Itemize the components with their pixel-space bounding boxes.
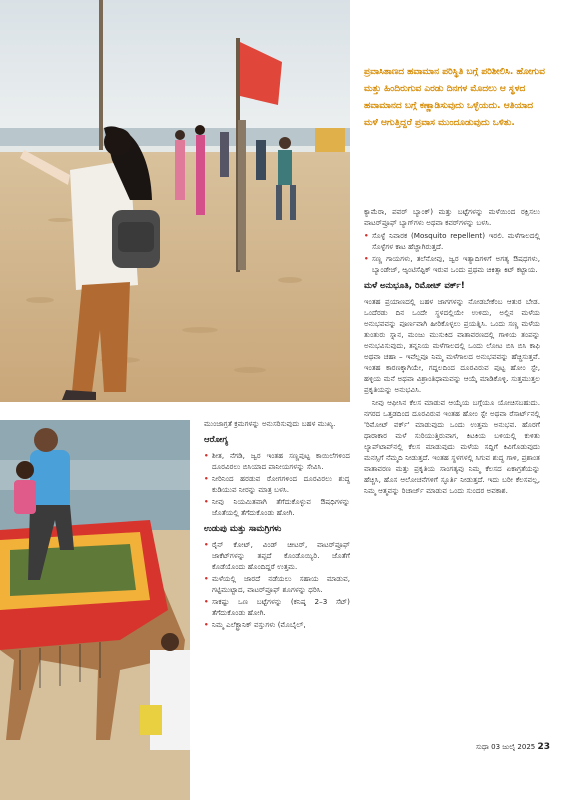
health-bullet-list bbox=[204, 450, 350, 518]
pull-quote-text: ಪ್ರವಾಸಿತಾಣದ ಹವಾಮಾನ ಪರಿಸ್ಥಿತಿ ಬಗ್ಗೆ ಪರಿಶೀಲಿಸಿ. ಹೋಗುವ ಮತ್ತು ಹಿಂದಿರುಗುವ ಎರಡು ದಿನಗಳ ಮೊದಲು ಆ ಸ್ಥಳದ ಹವಾಮಾನದ ಬಗ್ಗೆ ಕಣ್ಣಾಡಿಸುವುದು ಒಳ್ಳೆಯದು. ಆತಿಯಾದ ಮಳೆ ಆಗುತ್ತಿದ್ದರೆ ಪ್ರವಾಸ ಮುಂದೂಡುವುದು ಒಳಿತು. bbox=[364, 67, 545, 128]
list-item bbox=[204, 619, 350, 630]
list-item bbox=[204, 450, 350, 472]
list-item-text: ರೈನ್ ಕೋಟ್, ವಿಂಡ್ ಚೀಟರ್, ವಾಟರ್‌ಪ್ರೂಫ್ ಜಾಕೆಟ್‌ಗಳನ್ನು ತಪ್ಪದೆ ಕೊಂಡೊಯ್ಯಿರಿ. ಜೊತೆಗೆ ಕೊಡೆಯೊಂದು ಹೊಂದಿದ್ದರೆ ಉತ್ತಮ. bbox=[212, 540, 350, 571]
list-item-text: ಸೊಳ್ಳೆ ನಿವಾರಕ (Mosquito repellent) ಇರಲಿ. ಮಳೆಗಾಲದಲ್ಲಿ ಸೊಳ್ಳೆಗಳ ಕಾಟ ಹೆಚ್ಚಾಗಿರುತ್ತದೆ. bbox=[372, 231, 540, 251]
clothing-bullet-list bbox=[204, 539, 350, 630]
bullet-icon: • bbox=[204, 474, 209, 483]
right-intro-paragraph: ಕ್ಯಾಮೆರಾ, ಪವರ್ ಬ್ಯಾಂಕ್) ಮತ್ತು ಬಟ್ಟೆಗಳನ್ನು ಮಳೆಯಿಂದ ರಕ್ಷಿಸಲು ವಾಟರ್‌ಪ್ರೂಫ್ ಬ್ಯಾಗ್‌ಗಳು ಅಥವಾ ಕವರ್‌ಗಳನ್ನು ಬಳಸಿ. bbox=[364, 207, 540, 227]
bullet-icon: • bbox=[204, 540, 209, 549]
list-item-text: ನೀವು ನಿಯಮಿತವಾಗಿ ತೆಗೆದುಕೊಳ್ಳುವ ಔಷಧಿಗಳನ್ನು ಜೊತೆಯಲ್ಲಿ ತೆಗೆದುಕೊಂಡು ಹೋಗಿ. bbox=[212, 497, 350, 517]
right-paragraph-1: ಇಂತಹ ಪ್ರಯಾಣದಲ್ಲಿ ಬಹಳ ಜಾಗಗಳನ್ನು ನೋಡಬೇಕೆಂಬ ಆತುರ ಬೇಡ. ಒಂದೆರಡು ದಿನ ಒಂದೇ ಸ್ಥಳದಲ್ಲಿಯೇ ಉಳಿದು, ಅಲ್ಲಿನ ಮಳೆಯ ಅನುಭವವನ್ನು ಪೂರ್ಣವಾಗಿ ಹೀರಿಕೊಳ್ಳಲು ಪ್ರಯತ್ನಿಸಿ. ಒಂದು ಸಣ್ಣ ಮಳೆಯ ತುಂತುರು ಸ್ನಾನ, ಮಂಜು ಮುಸುಕಿದ ವಾತಾವರಣದಲ್ಲಿ ಗಾಳಿಯ ತಂಪನ್ನು ಅನುಭವಿಸುವುದು, ತನ್ನನಿಯ ಮಳೆಗಾಲದಲ್ಲಿ ಒಂದು ಲೋಟ ಬಿಸಿ ಬಿಸಿ ಕಾಫಿ ಅಥವಾ ಚಹಾ – ಇವೆಲ್ಲವೂ ನಿಮ್ಮ ಮಳೆಗಾಲದ ಅನುಭವವನ್ನು ಹೆಚ್ಚಿಸುತ್ತವೆ. ಇಂತಹ ಕಾರಣಕ್ಕಾಗಿಯೇ, ಗದ್ದಲದಿಂದ ದೂರವಿರುವ ಪುಟ್ಟ ಹೋಂ ಸ್ಟೇ, ಹಳ್ಳಿಯ ಮನೆ ಅಥವಾ ವಿಶ್ರಾಂತಿಧಾಮವನ್ನು ಆಯ್ಕೆ ಮಾಡಿಕೊಳ್ಳಿ. ಸುತ್ತಮುತ್ತಲ ಪ್ರಕೃತಿಯನ್ನು ಅನುಭವಿಸಿ. bbox=[364, 297, 540, 394]
list-item-text: ಸಣ್ಣ ಗಾಯಗಳು, ತಲೆನೋವು, ಜ್ವರ ಇತ್ಯಾದಿಗಳಿಗೆ ಅಗತ್ಯ ಔಷಧಗಳು, ಬ್ಯಾಂಡೇಜ್, ಆ್ಯಂಟಿಸೆಪ್ಟಿಕ್ ಇರುವ ಒಂದು ಪ್ರಥಮ ಚಿಕಿತ್ಸಾ ಕಿಟ್ ಕಟ್ಟಾಯ. bbox=[372, 254, 540, 274]
section-heading-health: ಆರೋಗ್ಯ bbox=[204, 435, 229, 445]
bullet-icon: • bbox=[364, 254, 369, 263]
section-heading-clothing-supplies: ಉಡುಪು ಮತ್ತು ಸಾಮಗ್ರಿಗಳು bbox=[204, 524, 282, 534]
list-item-text: ಸಾಕಷ್ಟು ಒಣ ಬಟ್ಟೆಗಳನ್ನು (ಕನಿಷ್ಠ 2–3 ಸೆಟ್) ತೆಗೆದುಕೊಂಡು ಹೋಗಿ. bbox=[212, 597, 350, 617]
left-intro-paragraph: ಮುಂಜಾಗ್ರತೆ ಕ್ರಮಗಳನ್ನು ಅನುಸರಿಸುವುದು ಬಹಳ ಮುಖ್ಯ. bbox=[204, 419, 336, 428]
right-text-column bbox=[364, 206, 540, 498]
list-item bbox=[204, 473, 350, 495]
bullet-icon: • bbox=[364, 231, 369, 240]
list-item bbox=[364, 230, 540, 252]
beach-photo-top bbox=[0, 0, 350, 402]
list-item bbox=[204, 596, 350, 618]
camel-photo-illustration bbox=[0, 420, 190, 800]
list-item-text: ನಿಮ್ಮ ಎಲೆಕ್ಟ್ರಾನಿಕ್ ವಸ್ತುಗಳು (ಮೊಬೈಲ್, bbox=[212, 620, 306, 629]
bullet-icon: • bbox=[204, 497, 209, 506]
list-item-text: ಮಳೆಯಲ್ಲಿ ಜಾರದೆ ನಡೆಯಲು ಸಹಾಯ ಮಾಡುವ, ಗಟ್ಟಿಮುಟ್ಟಾದ, ವಾಟರ್‌ಪ್ರೂಫ್ ಶೂಗಳನ್ನು ಧರಿಸಿ. bbox=[212, 574, 350, 594]
bullet-icon: • bbox=[204, 597, 209, 606]
bullet-icon: • bbox=[204, 451, 209, 460]
bullet-icon: • bbox=[204, 620, 209, 629]
list-item bbox=[204, 496, 350, 518]
right-paragraph-2: ನೀವು ಆಫೀಸಿನ ಕೆಲಸ ಮಾಡುವ ಆಯ್ಕೆಯ ಬಗ್ಗೆಯೂ ಯೋಚಿಸಬಹುದು. ನಗರದ ಒತ್ತಡದಿಂದ ದೂರವಿರುವ ಇಂತಹ ಹೋಂ ಸ್ಟೇ ಅಥವಾ ರೆಸಾರ್ಟ್‌ನಲ್ಲಿ 'ರಿಮೋಟ್ ವರ್ಕ್' ಮಾಡುವುದು ಒಂದು ಉತ್ತಮ ಅನುಭವ. ಹೊರಗೆ ಧಾರಾಕಾರ ಮಳೆ ಸುರಿಯುತ್ತಿರುವಾಗ, ಕಿಟಕಿಯ ಬಳಿಯಲ್ಲಿ ಕುಳಿತು ಲ್ಯಾಪ್‌ಟಾಪ್‌ನಲ್ಲಿ ಕೆಲಸ ಮಾಡುವುದು ಮಳೆಯ ಸದ್ದಿಗೆ ಕಿವಿಗೊಡುವುದು ಮನಸ್ಸಿಗೆ ನೆಮ್ಮದಿ ನೀಡುತ್ತದೆ. ಇಂತಹ ಸ್ಥಳಗಳಲ್ಲಿ ಸಿಗುವ ಶುದ್ಧ ಗಾಳಿ, ಪ್ರಶಾಂತ ವಾತಾವರಣ ಮತ್ತು ಪ್ರಕೃತಿಯ ಸಾಂಗತ್ಯವು ನಿಮ್ಮ ಕೆಲಸದ ಏಕಾಗ್ರತೆಯನ್ನು ಹೆಚ್ಚಿಸಿ, ಹೊಸ ಆಲೋಚನೆಗಳಿಗೆ ಸ್ಫೂರ್ತಿ ನೀಡುತ್ತದೆ. ಇದು ಬರೀ ಕೆಲಸವಲ್ಲ, ನಿಮ್ಮ ಆತ್ಮವನ್ನು ರಿಚಾರ್ಜ್ ಮಾಡುವ ಒಂದು ಸುಂದರ ಅವಕಾಶ. bbox=[364, 398, 540, 495]
list-item bbox=[204, 539, 350, 572]
list-item bbox=[204, 573, 350, 595]
list-item bbox=[364, 253, 540, 275]
right-bullet-list bbox=[364, 230, 540, 275]
left-text-column bbox=[204, 418, 350, 634]
list-item-text: ಶೀತ, ನೆಗಡಿ, ಜ್ವರ ಇಂತಹ ಸಣ್ಣಪುಟ್ಟ ಕಾಯಿಲೆಗಳಿಂದ ದೂರವಿರಲು ಬಿಸಿಯಾದ ಪಾನೀಯಗಳನ್ನು ಸೇವಿಸಿ. bbox=[212, 451, 350, 471]
magazine-date: ಸುಧಾ 03 ಜುಲೈ 2025 bbox=[475, 743, 536, 751]
section-heading-rain-remote-work: ಮಳೆ ಅನುಭೂತಿ, ರಿಮೋಟ್ ವರ್ಕ್! bbox=[364, 281, 465, 291]
page-footer bbox=[420, 742, 550, 752]
page-number: 23 bbox=[537, 742, 550, 752]
bullet-icon: • bbox=[204, 574, 209, 583]
pull-quote bbox=[364, 64, 548, 132]
beach-photo-top-illustration bbox=[0, 0, 350, 402]
camel-photo-bottom bbox=[0, 420, 190, 800]
list-item-text: ನೀರಿನಿಂದ ಹರಡುವ ರೋಗಗಳಿಂದ ದೂರವಿರಲು ಶುದ್ಧ ಕುಡಿಯುವ ನೀರನ್ನು ಮಾತ್ರ ಬಳಸಿ. bbox=[212, 474, 350, 494]
